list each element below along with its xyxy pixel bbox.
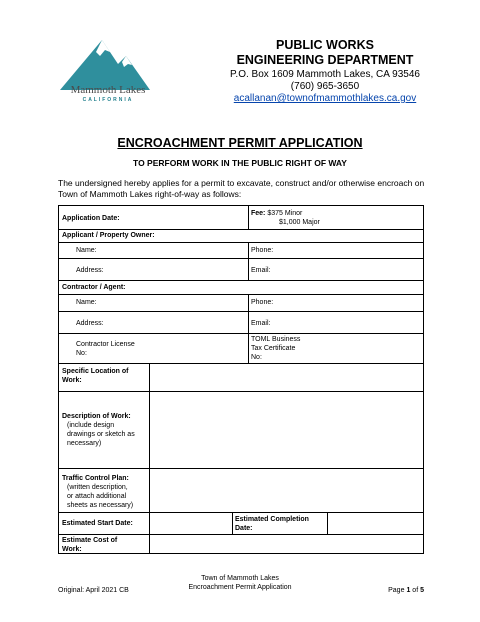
location-line-2: Work: [62,377,82,384]
row-divider [59,333,423,334]
footer-center [140,574,340,592]
contractor-header: Contractor / Agent: [62,284,126,291]
footer-line-1: Town of Mammoth Lakes [201,575,279,582]
description-label [62,412,135,448]
toml-line-2: Tax Certificate [251,345,296,352]
applicant-address-label: Address: [76,267,104,274]
row-divider [59,258,423,259]
col-divider [149,363,150,553]
fee-label: Fee: [251,210,266,217]
applicant-header: Applicant / Property Owner: [62,232,155,239]
intro-text [58,178,438,200]
traffic-note-1: (written description, [67,484,128,491]
contractor-email-label: Email: [251,320,271,327]
completion-date-label [235,515,309,533]
contact-block [225,69,425,105]
start-date-field[interactable] [151,513,231,533]
start-date-label: Estimated Start Date: [62,520,133,527]
cost-line-1: Estimate Cost of [62,537,118,544]
col-divider [248,242,249,280]
application-date-label: Application Date: [62,215,120,222]
intro-line-1: The undersigned hereby applies for a permit to excavate, construct and/or otherwise encroach on [58,178,425,188]
row-divider [59,229,423,230]
traffic-title: Traffic Control Plan: [62,475,129,482]
applicant-email-label: Email: [251,267,271,274]
cost-label [62,536,117,554]
footer-original: Original: April 2021 CB [58,587,129,594]
description-field[interactable] [151,392,423,467]
col-divider [248,294,249,363]
permit-form [58,205,424,554]
phone-number: (760) 965-3650 [290,81,360,92]
traffic-note-2: or attach additional [67,493,127,500]
cost-field[interactable] [151,535,423,553]
toml-line-1: TOML Business [251,336,301,343]
department-heading [225,38,425,68]
traffic-field[interactable] [151,469,423,511]
row-divider [59,280,423,281]
contractor-address-label: Address: [76,320,104,327]
license-line-1: Contractor License [76,341,135,348]
description-note-2: drawings or sketch as [67,431,135,438]
description-title: Description of Work: [62,413,131,420]
fee-minor: $375 Minor [267,210,303,217]
traffic-note-3: sheets as necessary) [67,502,134,509]
col-divider [232,512,233,534]
description-note-3: necessary) [67,440,102,447]
location-field[interactable] [151,364,423,390]
fee-major: $1,000 Major [279,219,320,226]
completion-line-1: Estimated Completion [235,516,309,523]
page-of: of [412,587,419,594]
location-line-1: Specific Location of [62,368,129,375]
page-title: ENCROACHMENT PERMIT APPLICATION [117,136,363,150]
row-divider [59,242,423,243]
col-divider [248,206,249,229]
intro-line-2: Town of Mammoth Lakes right-of-way as follows: [58,189,242,199]
toml-line-3: No: [251,354,262,361]
page-total: 5 [420,587,424,594]
applicant-phone-label: Phone: [251,247,274,254]
page-indicator [388,586,424,595]
dept-line-1: PUBLIC WORKS [276,38,374,52]
page-prefix: Page [388,587,405,594]
row-divider [59,294,423,295]
completion-date-field[interactable] [329,513,423,533]
completion-line-2: Date: [235,525,253,532]
col-divider [327,512,328,534]
contractor-license-label [76,340,135,358]
dept-line-2: ENGINEERING DEPARTMENT [236,53,414,67]
row-divider [59,311,423,312]
contractor-name-label: Name: [76,299,97,306]
mailing-address: P.O. Box 1609 Mammoth Lakes, CA 93546 [230,69,420,80]
description-note-1: (include design [67,422,115,429]
cost-line-2: Work: [62,546,82,553]
application-date-field[interactable] [62,206,246,229]
logo-subtext: CALIFORNIA [82,97,134,103]
location-label [62,367,129,385]
email-link[interactable]: acallanan@townofmammothlakes.ca.gov [233,93,417,104]
toml-certificate-label [251,335,300,362]
logo-text: Mammoth Lakes [70,84,146,96]
contractor-phone-label: Phone: [251,299,274,306]
license-line-2: No: [76,350,87,357]
fee-block [251,209,302,218]
footer-line-2: Encroachment Permit Application [188,584,292,591]
traffic-label [62,474,133,510]
applicant-name-label: Name: [76,247,97,254]
page-number: 1 [406,587,411,594]
page-subtitle: TO PERFORM WORK IN THE PUBLIC RIGHT OF WAY [133,158,347,168]
